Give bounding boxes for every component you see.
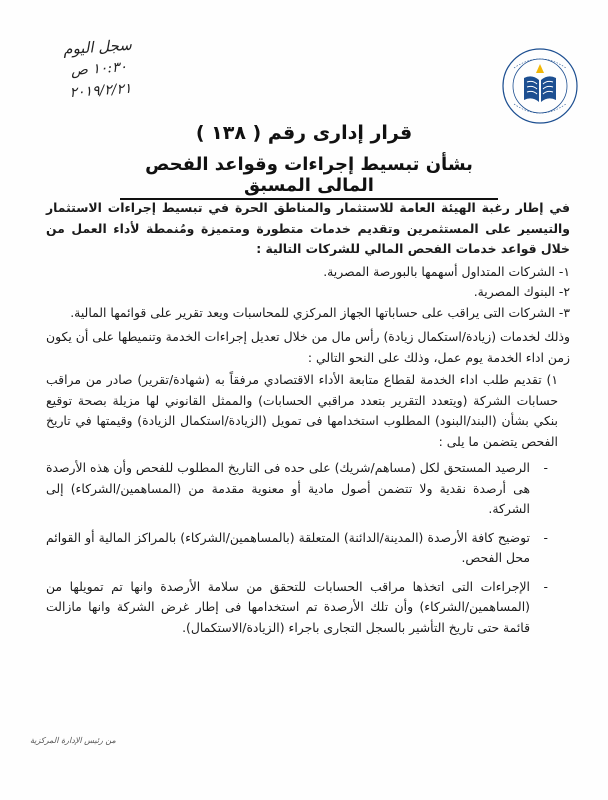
list-item: ١- الشركات المتداول أسهمها بالبورصة المصرية. [323, 263, 570, 279]
gafi-book-logo-icon [500, 46, 580, 126]
list-item: ٣- الشركات التى يراقب على حساباتها الجهاز المركزي للمحاسبات ويعد تقرير على قوائمها المالية. [70, 304, 570, 320]
company-types-list [46, 262, 570, 324]
decree-subtitle: بشأن تبسيط إجراءات وقواعد الفحص المالى المسبق [120, 154, 498, 200]
list-item [46, 577, 548, 639]
bullet-text: توضيح كافة الأرصدة (المدينة/الدائنة) المتعلقة (بالمساهمين/الشركاء) بالمراكز المالية أو القوائم محل الفحص. [46, 529, 530, 565]
bullet-marker: - [543, 529, 548, 545]
bullet-text: الإجراءات التى اتخذها مراقب الحسابات للتحقق من سلامة الأرصدة وانها تم تمويلها من (المساهمين/الشركاء) وأن تلك الأرصدة تم استخدامها فى إطار غرض الشركة وانها مازالت قائمة حتى تاريخ التأشير بالسجل التجارى باجراء (الزيادة/الاستكمال). [46, 578, 530, 635]
list-item [46, 458, 548, 520]
step-1-paragraph: ١) تقديم طلب اداء الخدمة لقطاع متابعة الأداء الاقتصادي مرفقاً به (شهادة/تقرير) صادر من مراقب حسابات الشركة (ويتعدد التقرير بتعدد مراقبي الحسابات) والممثل القانوني لها مزيلة بصحة توقيع بنكي بشأن (البند/البنود) المطلوب استخدامها فى تمويل (الزيادة/استكمال الزيادة) وقيمتها في تاريخ الفحص يتضمن ما يلى : [46, 372, 558, 449]
decree-body [46, 198, 570, 646]
list-item: ٢- البنوك المصرية. [473, 284, 570, 299]
handwritten-line-1: سجل اليوم [62, 35, 133, 59]
list-item [46, 528, 548, 569]
handwritten-line-3: ٢٠١٩/٢/٢١ [69, 80, 133, 102]
gafi-logo [500, 46, 580, 126]
bullet-text: الرصيد المستحق لكل (مساهم/شريك) على حده فى التاريخ المطلوب للفحص وأن هذه الأرصدة هى أرصدة نقدية ولا تتضمن أصول مادية أو معنوية مقدمة من (المساهمين/الشركاء) إلى الشركة. [46, 460, 530, 516]
intro-paragraph: في إطار رغبة الهيئة العامة للاستثمار والمناطق الحرة في تبسيط إجراءات الاستثمار والتيسير على المستثمرين وتقديم خدمات متطورة ومتميزة ومُنمطة لأداء العمل من خلال قواعد خدمات الفحص المالي للشركات التالية : [46, 200, 570, 256]
services-paragraph: وذلك لخدمات (زيادة/استكمال زيادة) رأس مال من خلال تعديل إجراءات الخدمة وتنميطها على أن يكون زمن اداء الخدمة يوم عمل، وذلك على النحو التالي : [46, 329, 570, 365]
bullet-marker: - [543, 578, 548, 594]
bullet-marker: - [543, 460, 548, 475]
footer-note: من رئيس الإدارة المركزية [30, 736, 116, 745]
handwritten-receipt-note [32, 32, 166, 107]
handwritten-line-2: ١٠:٣٠ ص [70, 59, 128, 79]
decree-title: قرار إدارى رقم ( ١٣٨ ) [195, 122, 413, 144]
requirements-list [46, 458, 570, 638]
